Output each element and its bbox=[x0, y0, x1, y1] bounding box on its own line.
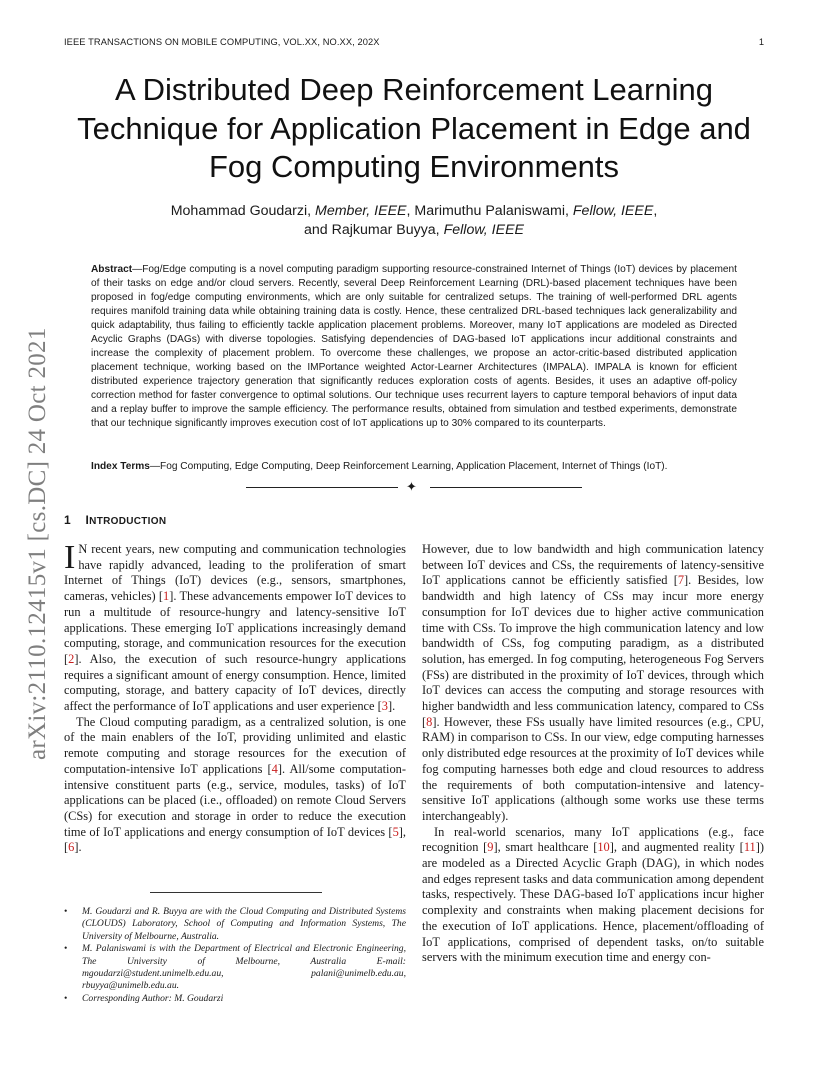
text-span: However, due to low bandwidth and high communication latency between IoT devices and CSs, the requirements of latency-sensitive IoT applications cannot be efficiently satisfied [ bbox=[422, 542, 764, 588]
author-3-role: Fellow, IEEE bbox=[443, 222, 525, 238]
text-span: ]. However, these FSs usually have limited resources (e.g., CPU, RAM) in comparison to CSs. In our view, edge computing harnesses only distributed edge resources at the proximity of IoT devices while fog computing harnesses both edge and cloud resources to address the requirements of both computation-intensive and latency-sensitive IoT applications (although some works use these terms interchangeably). bbox=[422, 714, 764, 823]
footnote-text: M. Goudarzi and R. Buyya are with the Cloud Computing and Distributed Systems (CLOUDS) Laboratory, School of Computing and Information Systems, The University of Melbourne, Australia. bbox=[82, 906, 406, 942]
citation-link-7[interactable]: 7 bbox=[677, 573, 685, 588]
divider-line-right bbox=[430, 487, 582, 488]
section-heading bbox=[64, 513, 166, 527]
index-terms bbox=[91, 460, 737, 474]
paragraph-3 bbox=[422, 542, 764, 825]
author-3: and Rajkumar Buyya, bbox=[303, 222, 440, 238]
citation-link-6[interactable]: 6 bbox=[68, 840, 75, 855]
text-span: ]. All/some computation-intensive constituent parts (e.g., service, modules, tasks) of IoT applications can be placed (i.e., offloaded) on remote Cloud Servers (CSs) for execution and storage in order to reduce the execution time of IoT applications and energy consumption of IoT devices [ bbox=[64, 761, 406, 839]
citation-link-9[interactable]: 9 bbox=[487, 840, 494, 855]
citation-link-8[interactable]: 8 bbox=[426, 714, 433, 729]
bullet-icon: • bbox=[64, 992, 68, 1004]
text-span: ]) are modeled as a Directed Acyclic Graph (DAG), in which nodes and edges represent tasks and data communication among dependent tasks, respectively. These DAG-based IoT applications incur higher complexity and constraints when making placement decisions for the execution of IoT applications. Hence, placement/offloading of IoT applications, comprised of dependent tasks, on/to suitable servers with the minimum execution time and energy con- bbox=[422, 840, 765, 965]
footnote-3 bbox=[64, 993, 406, 1005]
text-span: ]. Besides, low bandwidth and high latency of CSs may incur more energy consumption for IoT devices due to higher active communication time with CSs. To improve the high communication latency and low bandwidth of CSs, fog computing paradigm, as a distributed solution, has emerged. In fog computing, heterogeneous Fog Servers (FSs) are distributed in the proximity of IoT devices, through which IoT devices can access the computing and storage resources with higher bandwidth and less communication latency, compared to CSs [ bbox=[422, 573, 764, 729]
text-span: ], smart healthcare [ bbox=[493, 840, 598, 855]
footnote-1 bbox=[64, 906, 406, 943]
divider-line-left bbox=[246, 487, 398, 488]
text-span: In real-world scenarios, many IoT applications (e.g., face recognition [ bbox=[422, 824, 764, 855]
paragraph-2 bbox=[64, 715, 406, 856]
footnote-text: M. Palaniswami is with the Department of Electrical and Electronic Engineering, The University of Melbourne, Australia E-mail: mgoudarzi@student.unimelb.edu.au, palani@unimelb.edu.au, rbuyya@unimelb.edu.au. bbox=[82, 943, 406, 992]
running-head: IEEE TRANSACTIONS ON MOBILE COMPUTING, VOL.XX, NO.XX, 202X bbox=[64, 37, 380, 47]
text-span: ]. Also, the execution of such resource-hungry applications requires a significant amount of energy consumption. Hence, limited computing, storage, and battery capacity of IoT devices, directly affect the performance of IoT applications and user experience [ bbox=[64, 651, 406, 714]
text-span: ], and augmented reality [ bbox=[609, 840, 744, 855]
citation-link-1[interactable]: 1 bbox=[163, 589, 170, 604]
citation-link-10[interactable]: 10 bbox=[597, 840, 610, 855]
citation-link-11[interactable]: 11 bbox=[743, 840, 756, 855]
footnote-rule bbox=[150, 892, 322, 893]
abstract-label: Abstract bbox=[91, 264, 133, 275]
footnotes bbox=[64, 906, 406, 1005]
bullet-icon: • bbox=[64, 943, 68, 955]
author-list bbox=[80, 202, 748, 240]
section-divider bbox=[0, 480, 828, 496]
text-span: ]. bbox=[74, 840, 82, 855]
citation-link-3[interactable]: 3 bbox=[381, 699, 388, 714]
right-column bbox=[422, 542, 764, 966]
paragraph-4 bbox=[422, 825, 764, 966]
section-title-initial: I bbox=[85, 513, 90, 527]
paper-title: A Distributed Deep Reinforcement Learning Technique for Application Placement in Edge and Fog Computing Environments bbox=[77, 72, 751, 184]
drop-cap: I bbox=[64, 539, 76, 576]
paragraph-1 bbox=[64, 539, 406, 715]
author-1: Mohammad Goudarzi, bbox=[170, 203, 312, 219]
index-terms-label: Index Terms bbox=[91, 461, 150, 472]
author-2-role: Fellow, IEEE bbox=[572, 203, 654, 219]
page-number: 1 bbox=[758, 37, 764, 47]
author-comma: , bbox=[653, 203, 658, 219]
section-title-rest: NTRODUCTION bbox=[89, 516, 167, 527]
text-span: The Cloud computing paradigm, as a centralized solution, is one of the main enablers of the IoT, providing unlimited and elastic remote computing and storage resources for the execution of computation-intensive IoT applications [ bbox=[64, 714, 406, 776]
citation-link-5[interactable]: 5 bbox=[392, 824, 399, 839]
arxiv-stamp: arXiv:2110.12415v1 [cs.DC] 24 Oct 2021 bbox=[24, 327, 51, 760]
abstract bbox=[91, 263, 737, 431]
footnote-2 bbox=[64, 943, 406, 993]
footnote-text: Corresponding Author: M. Goudarzi bbox=[82, 992, 224, 1004]
author-2: , Marimuthu Palaniswami, bbox=[406, 203, 569, 219]
citation-link-2[interactable]: 2 bbox=[68, 651, 75, 666]
text-span: N recent years, new computing and communication technologies have rapidly advanced, leading to the proliferation of smart Internet of Things (IoT) devices (e.g., sensors, smartphones, cameras, vehicles) [ bbox=[64, 542, 406, 604]
left-column bbox=[64, 539, 406, 856]
abstract-text: —Fog/Edge computing is a novel computing paradigm supporting resource-constrained Internet of Things (IoT) devices by placement of their tasks on edge and/or cloud servers. Recently, several Deep Reinforcement Learning (DRL)-based placement techniques have been proposed in fog/edge computing environments, which are only suitable for centralized setups. The training of well-performed DRL agents requires manifold training data while obtaining training data is costly. Hence, these centralized DRL-based techniques lack generalizability and quick adaptability, thus failing to efficiently tackle application placement problems. Moreover, many IoT applications are modeled as Directed Acyclic Graphs (DAGs) with diverse topologies. Satisfying dependencies of DAG-based IoT applications incur additional constraints and increase the complexity of placement problem. To overcome these challenges, we propose an actor-critic-based distributed application placement technique, working based on the IMPortance weighted Actor-Learner Architectures (IMPALA). IMPALA is known for efficient distributed experience trajectory generation that significantly reduces exploration costs of agents. Besides, it uses an adaptive off-policy correction method for faster convergence to optimal solutions. Our technique uses recurrent layers to capture temporal behaviors of input data and a replay buffer to improve the sample efficiency. The performance results, obtained from simulation and testbed experiments, demonstrate that our technique significantly improves execution cost of IoT applications up to 30% compared to its counterparts. bbox=[91, 264, 737, 430]
text-span: ], [ bbox=[64, 824, 406, 855]
text-span: ]. bbox=[387, 699, 396, 714]
bullet-icon: • bbox=[64, 906, 68, 917]
author-1-role: Member, IEEE bbox=[315, 203, 407, 219]
section-number: 1 bbox=[64, 513, 71, 527]
index-terms-text: —Fog Computing, Edge Computing, Deep Reinforcement Learning, Application Placement, Internet of Things (IoT). bbox=[149, 461, 668, 472]
text-span: ]. These advancements empower IoT devices to run a multitude of resource-hungry and latency-sensitive IoT applications. These emerging IoT applications increasingly demand computing, storage, and communication resources for the execution [ bbox=[64, 589, 406, 666]
divider-star-icon: ✦ bbox=[406, 479, 417, 494]
citation-link-4[interactable]: 4 bbox=[271, 761, 278, 776]
